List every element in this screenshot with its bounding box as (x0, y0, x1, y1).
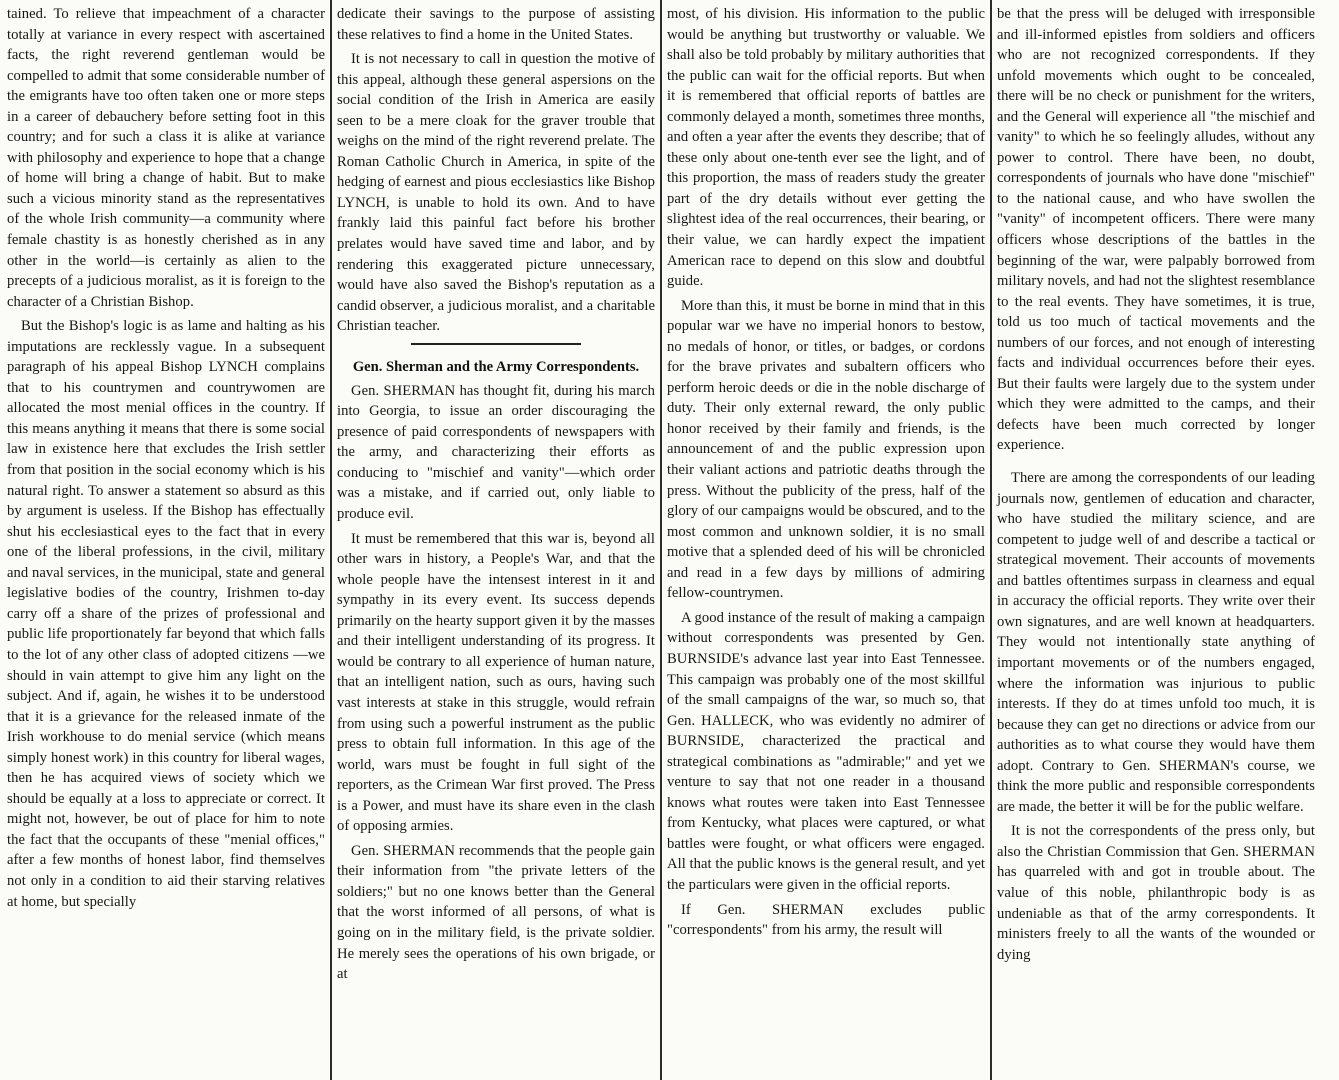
column-4 (992, 0, 1320, 1080)
paragraph: most, of his division. His information to the public would be anything but trustworthy or valuable. We shall also be told probably by military authorities that the public can wait for the official reports. But when it is remembered that official reports of battles are commonly delayed a month, sometimes three months, and often a year after the events they describe; that of these only about one-tenth ever see the light, and of this proportion, the mass of readers study the greater part of the dry details without ever getting the slightest idea of the real occurrences, their bearing, or their value, we can hardly expect the impatient American race to depend on this slow and doubtful guide. (667, 6, 985, 290)
paragraph: It is not the correspondents of the press only, but also the Christian Commission that Gen. SHERMAN has quarreled with and got in trouble about. The value of this noble, philanthropic body is as undeniable as that of the army correspondents. It ministers freely to all the wants of the wounded or dying (997, 823, 1315, 963)
paragraph: Gen. SHERMAN recommends that the people gain their information from "the private letters of the soldiers;" but no one knows better than the General that the worst informed of all persons, of what is going on in the military field, is the private soldier. He merely sees the operations of his own brigade, or at (337, 842, 655, 983)
paragraph: There are among the correspondents of our leading journals now, gentlemen of education and character, who have studied the military science, and are competent to judge well of and describe a tactical or strategical movement. Their accounts of movements and battles oftentimes surpass in clearness and equal in accuracy the official reports. They write over their own signatures, and are well known at headquarters. They would not intentionally state anything of important movements or of the numbers engaged, where the information was injurious to public interests. If they do at times unfold too much, it is because they can get no directions or advice from our authorities as to what course they would have them adopt. Contrary to Gen. SHERMAN's course, we think the more public and responsible correspondents are made, the better it will be for the public welfare. (997, 470, 1315, 815)
paragraph: dedicate their savings to the purpose of assisting these relatives to find a home in the United States. (337, 6, 655, 43)
paragraph: A good instance of the result of making a campaign without correspondents was presented by Gen. BURNSIDE's advance last year into East Tennessee. This campaign was probably one of the most skillful of the small campaigns of the war, so much so, that Gen. HALLECK, who was evidently no admirer of BURNSIDE, characterized the practical and strategical combinations as "admirable;" and yet we venture to say that not one reader in a thousand knows what routes were taken into East Tennessee from Kentucky, what places were captured, or what battles were fought, or what officers were engaged. All that the public knows is the general result, and yet the particulars were given in the official reports. (667, 609, 985, 893)
paragraph: be that the press will be deluged with irresponsible and ill-informed epistles from soldiers and officers who are not recognized correspondents. If they unfold movements which ought to be concealed, there will be no check or punishment for the writers, and the General will experience all "the mischief and vanity" to which he so feelingly alludes, without any power to control. There have been, no doubt, correspondents of journals who have done "mischief" to the national cause, and who have swollen the "vanity" of incompetent officers. There were many officers whose descriptions of the battles in the beginning of the war, were palpably borrowed from military novels, and had not the slightest resemblance to the real events. They have sometimes, it is true, told us too much of tactical movements and the numbers of our forces, and not enough of interesting facts and individual occurrences before their eyes. But their faults were largely due to the system under which they were admitted to the camps, and their defects have been much corrected by longer experience. (997, 6, 1315, 454)
paragraph: It is not necessary to call in question the motive of this appeal, although these general aspersions on the social condition of the Irish in America are easily seen to be a mere cloak for the graver trouble that weighs on the mind of the right reverend prelate. The Roman Catholic Church in America, in spite of the hedging of earnest and pious ecclesiastics like Bishop LYNCH, is unable to hold its own. And to have frankly laid this painful fact before his brother prelates would have saved time and labor, and by rendering this exaggerated picture unnecessary, would have also saved the Bishop's reputation as a candid observer, a judicious moralist, and a charitable Christian teacher. (337, 51, 655, 335)
article-headline: Gen. Sherman and the Army Correspondents. (352, 358, 640, 375)
paragraph: It must be remembered that this war is, beyond all other wars in history, a People's War, and that the whole people have the intensest interest in it and sympathy in its every event. Its success depends primarily on the hearty support given it by the masses and their intelligent understanding of its progress. It would be contrary to all experience of human nature, that an intelligent nation, such as ours, having such vast interests at stake in this struggle, would refrain from using such a powerful instrument as the public press to obtain full information. In this age of the world, wars must be fought in full sight of the reporters, as the Crimean War first proved. The Press is a Power, and must have its share even in the clash of opposing armies. (337, 530, 655, 835)
paragraph: If Gen. SHERMAN excludes public "correspondents" from his army, the result will (667, 901, 985, 939)
paragraph: tained. To relieve that impeachment of a character totally at variance in every respect with ascertained facts, the right reverend gentleman would be compelled to admit that some considerable number of the emigrants have too often taken one or more steps in a career of debauchery before setting foot in this country; and for such a class it is alike at variance with philosophy and experience to hope that a change of home will bring a change of habit. But to make such a vicious minority stand as the representatives of the whole Irish community—a community where female chastity is as honestly cherished as in any other in the world—is certainly as alien to the precepts of a judicious moralist, as it is foreign to the character of a Christian Bishop. (7, 6, 325, 310)
column-3 (662, 0, 990, 1080)
column-1 (2, 0, 330, 1080)
paragraph: More than this, it must be borne in mind that in this popular war we have no imperial honors to bestow, no medals of honor, or titles, or badges, or cordons for the brave privates and subaltern officers who perform heroic deeds or die in the noble discharge of duty. Their only external reward, the only public honor received by their family and friends, is the announcement of and the public expression upon their valiant actions and patriotic deaths through the press. Without the publicity of the press, half of the glory of our campaigns would be obscured, and to the most common and unknown soldier, it is no small motive that a splended deed of his will be chronicled and read in a few days by millions of admiring fellow-countrymen. (667, 297, 985, 602)
section-divider (411, 343, 581, 345)
paragraph: But the Bishop's logic is as lame and halting as his imputations are recklessly vague. In a subsequent paragraph of his appeal Bishop LYNCH complains that to his countrymen and countrywomen are allocated the most menial offices in the country. If this means anything it means that there is some social law in existence here that excludes the Irish settler from that position in the social economy which is his natural right. To answer a statement so absurd as this by argument is useless. If the Bishop has effectually shut his ecclesiastical eyes to the fact that in every one of the liberal professions, in the civil, military and naval services, in the municipal, state and general legislative bodies of the country, Irishmen to-day carry off a share of the prizes of professional and public life proportionately far beyond that which falls to the lot of any other class of adopted citizens —we should in vain attempt to give him any light on the subject. And if, again, he wishes it to be understood that it is a grievance for the released inmate of the Irish workhouse to do menial service (which means simply honest work) in this country for liberal wages, then he has acquired views of society which we should be equally at a loss to appreciate or correct. It might not, however, be out of place for him to note the fact that the occupants of these "menial offices," after a few months of honest labor, find themselves not only in a condition to aid their starving relatives at home, but specially (7, 318, 325, 910)
column-2 (332, 0, 660, 1080)
paragraph: Gen. SHERMAN has thought fit, during his march into Georgia, to issue an order discouraging the presence of paid correspondents of newspapers with the army, and characterizing their efforts as conducing to "mischief and vanity"—which order was a mistake, and if carried out, only liable to produce evil. (337, 382, 655, 523)
